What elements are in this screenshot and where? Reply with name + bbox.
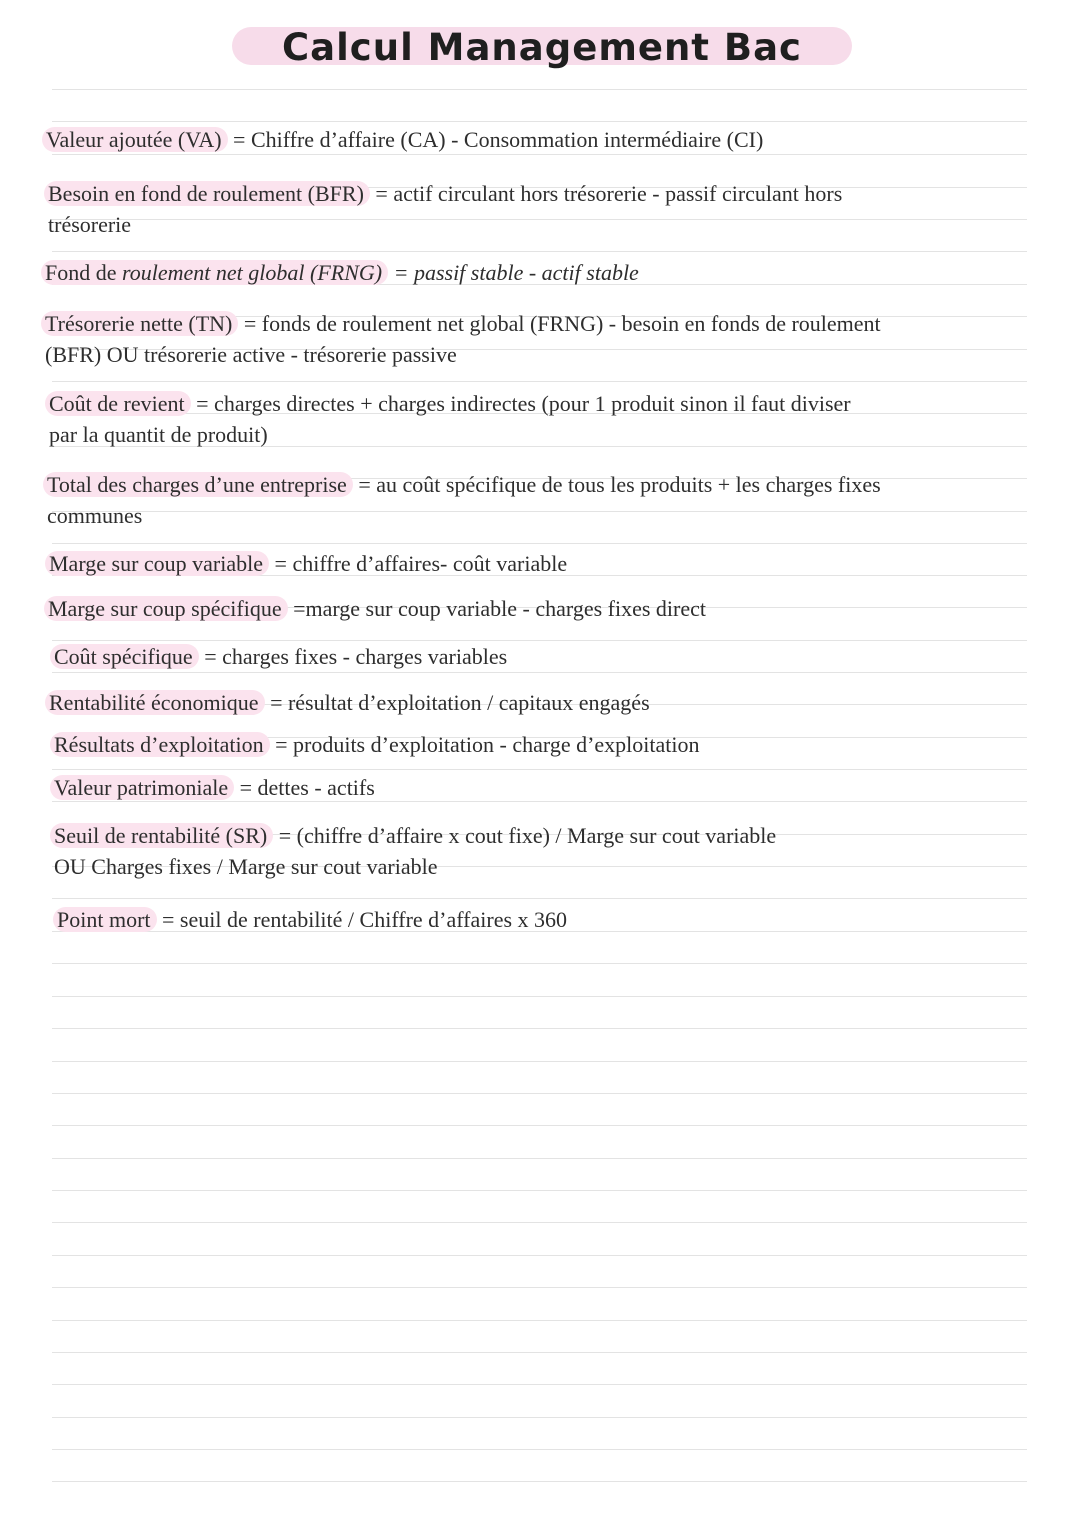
formula-valeur-ajoutee — [46, 124, 763, 155]
formula-continuation: OU Charges fixes / Marge sur cout variable — [54, 854, 438, 879]
ruled-line — [52, 1287, 1027, 1288]
formula-definition: = (chiffre d’affaire x cout fixe) / Marge sur cout variable — [273, 823, 777, 848]
formula-term: Marge sur coup variable — [45, 551, 269, 576]
ruled-line — [52, 1028, 1027, 1029]
ruled-line — [52, 769, 1027, 770]
formula-continuation: trésorerie — [48, 212, 132, 237]
formula-definition: = dettes - actifs — [234, 775, 375, 800]
formula-definition: = Chiffre d’affaire (CA) - Consommation intermédiaire (CI) — [227, 127, 764, 152]
formula-term: Coût de revient — [45, 391, 191, 416]
formula-term: Marge sur coup spécifique — [44, 596, 288, 621]
formula-definition: = charges fixes - charges variables — [198, 644, 508, 669]
formula-term — [41, 260, 388, 285]
formula-cout-specifique — [54, 641, 507, 672]
ruled-line — [52, 996, 1027, 997]
formula-term-start: Fond de — [45, 260, 122, 285]
ruled-line — [52, 963, 1027, 964]
ruled-line — [52, 89, 1027, 90]
formula-continuation: (BFR) OU trésorerie active - trésorerie passive — [45, 342, 457, 367]
formula-definition: = chiffre d’affaires- coût variable — [269, 551, 568, 576]
formula-definition: = fonds de roulement net global (FRNG) - besoin en fonds de roulement — [238, 311, 881, 336]
formula-point-mort — [57, 904, 567, 935]
formula-term: Total des charges d’une entreprise — [43, 472, 353, 497]
formula-rentabilite-economique — [49, 687, 650, 718]
formula-term: Résultats d’exploitation — [50, 732, 270, 757]
formula-tresorerie-nette — [45, 308, 881, 370]
ruled-line — [52, 1352, 1027, 1353]
ruled-line — [52, 251, 1027, 252]
ruled-line — [52, 543, 1027, 544]
formula-term: Trésorerie nette (TN) — [41, 311, 238, 336]
ruled-line — [52, 1190, 1027, 1191]
ruled-line — [52, 1384, 1027, 1385]
ruled-line — [52, 1222, 1027, 1223]
formula-continuation: communes — [47, 503, 143, 528]
formula-term: Coût spécifique — [50, 644, 199, 669]
ruled-line — [52, 1125, 1027, 1126]
formula-total-charges — [47, 469, 881, 531]
ruled-line — [52, 381, 1027, 382]
formula-definition: = passif stable - actif stable — [388, 260, 639, 285]
formula-frng — [45, 257, 639, 288]
formula-definition: = produits d’exploitation - charge d’exploitation — [269, 732, 700, 757]
formula-term: Besoin en fond de roulement (BFR) — [44, 181, 370, 206]
ruled-line — [52, 1449, 1027, 1450]
ruled-line — [52, 1061, 1027, 1062]
formula-marge-specifique — [48, 593, 706, 624]
ruled-line — [52, 121, 1027, 122]
formula-definition: = résultat d’exploitation / capitaux engagés — [264, 690, 650, 715]
ruled-line — [52, 672, 1027, 673]
formula-marge-variable — [49, 548, 567, 579]
formula-definition: = au coût spécifique de tous les produits + les charges fixes — [352, 472, 881, 497]
formula-term: Seuil de rentabilité (SR) — [50, 823, 273, 848]
ruled-line — [52, 898, 1027, 899]
ruled-line — [52, 1481, 1027, 1482]
ruled-line — [52, 1320, 1027, 1321]
formula-definition: = seuil de rentabilité / Chiffre d’affaires x 360 — [156, 907, 568, 932]
ruled-line — [52, 1093, 1027, 1094]
formula-definition: = charges directes + charges indirectes (pour 1 produit sinon il faut diviser — [190, 391, 851, 416]
ruled-line — [52, 1417, 1027, 1418]
ruled-line — [52, 1255, 1027, 1256]
formula-valeur-patrimoniale — [54, 772, 375, 803]
formula-term-italic: roulement net global (FRNG) — [122, 260, 383, 285]
formula-term: Rentabilité économique — [45, 690, 265, 715]
formula-resultats-exploitation — [54, 729, 700, 760]
formula-cout-de-revient — [49, 388, 851, 450]
formula-seuil-rentabilite — [54, 820, 776, 882]
ruled-line — [52, 1158, 1027, 1159]
formula-continuation: par la quantit de produit) — [49, 422, 268, 447]
page-title: Calcul Management Bac — [282, 26, 802, 69]
formula-term: Point mort — [53, 907, 157, 932]
formula-term: Valeur patrimoniale — [50, 775, 234, 800]
formula-bfr — [48, 178, 842, 240]
formula-definition: =marge sur coup variable - charges fixes direct — [287, 596, 707, 621]
formula-definition: = actif circulant hors trésorerie - passif circulant hors — [369, 181, 843, 206]
formula-term: Valeur ajoutée (VA) — [42, 127, 228, 152]
